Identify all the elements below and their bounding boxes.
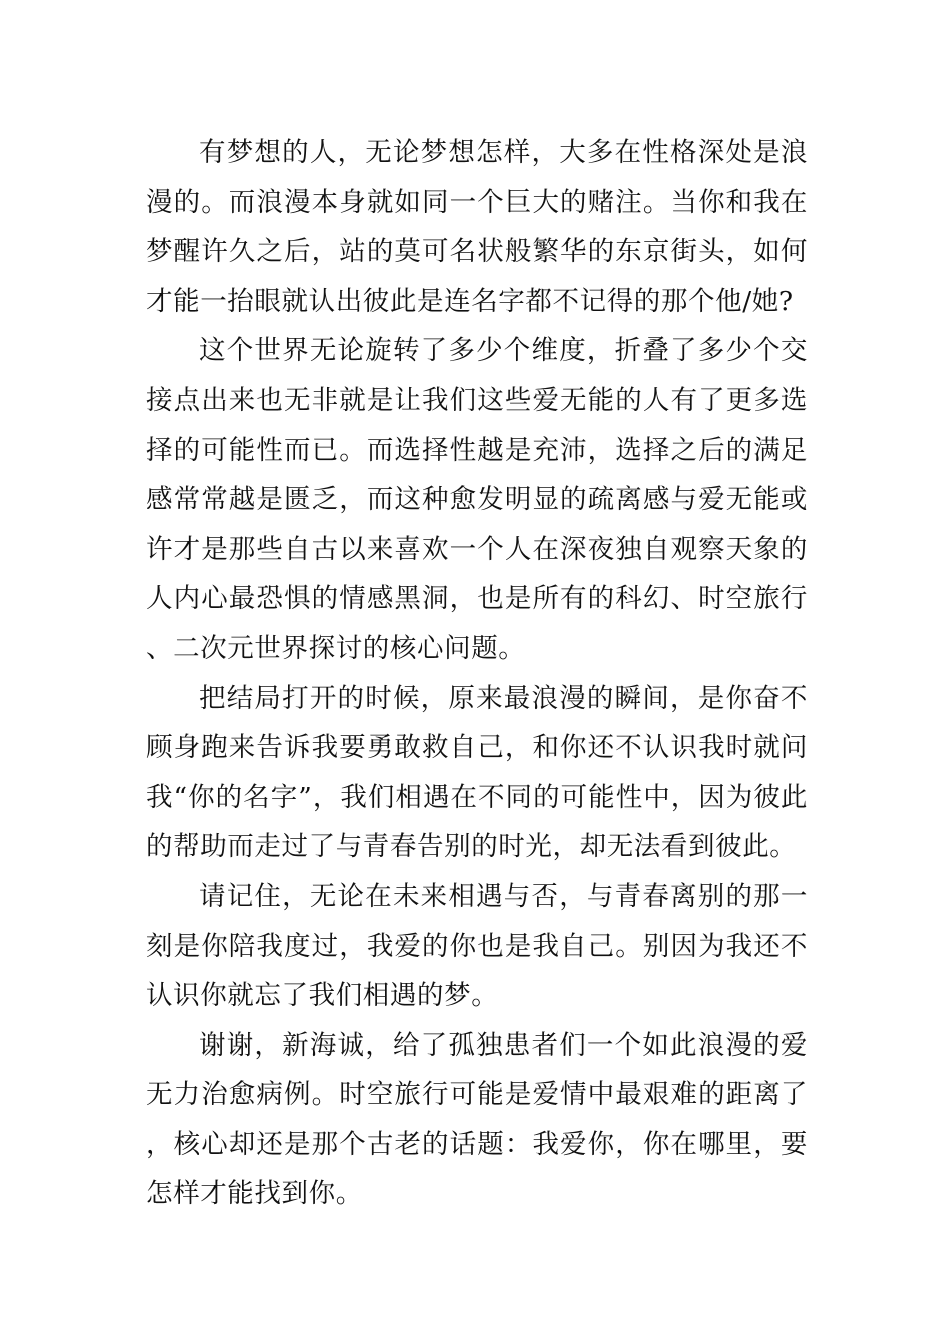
paragraph-3: 把结局打开的时候，原来最浪漫的瞬间，是你奋不顾身跑来告诉我要勇敢救自己，和你还不认识我时就问我“你的名字”，我们相遇在不同的可能性中，因为彼此的帮助而走过了与青春告别的时光，却无法看到彼此。 (146, 682, 808, 863)
document-body (146, 128, 808, 1219)
paragraph-2: 这个世界无论旋转了多少个维度，折叠了多少个交接点出来也无非就是让我们这些爱无能的人有了更多选择的可能性而已。而选择性越是充沛，选择之后的满足感常常越是匮乏，而这种愈发明显的疏离感与爱无能或许才是那些自古以来喜欢一个人在深夜独自观察天象的人内心最恐惧的情感黑洞，也是所有的科幻、时空旅行、二次元世界探讨的核心问题。 (146, 335, 808, 664)
paragraph-1: 有梦想的人，无论梦想怎样，大多在性格深处是浪漫的。而浪漫本身就如同一个巨大的赌注。当你和我在梦醒许久之后，站的莫可名状般繁华的东京街头，如何才能一抬眼就认出彼此是连名字都不记得的那个他/她? (146, 137, 808, 317)
paragraph-4: 请记住，无论在未来相遇与否，与青春离别的那一刻是你陪我度过，我爱的你也是我自己。别因为我还不认识你就忘了我们相遇的梦。 (146, 880, 808, 1012)
paragraph-5: 谢谢，新海诚，给了孤独患者们一个如此浪漫的爱无力治愈病例。时空旅行可能是爱情中最艰难的距离了，核心却还是那个古老的话题：我爱你，你在哪里，要怎样才能找到你。 (146, 1029, 808, 1210)
